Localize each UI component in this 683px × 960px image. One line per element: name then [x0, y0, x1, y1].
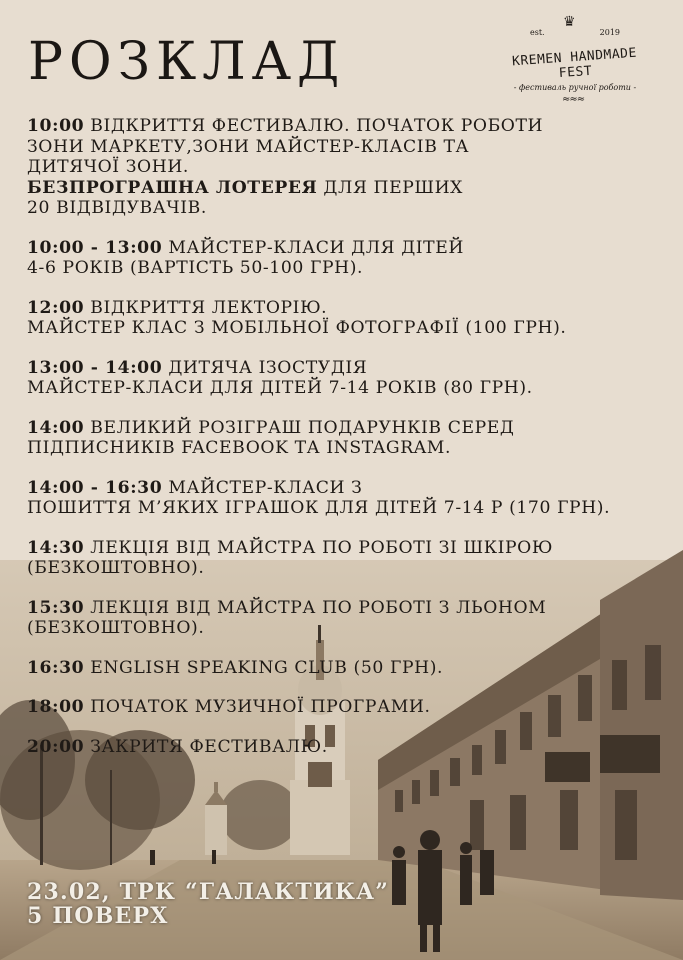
schedule-text: 4-6 РОКІВ (ВАРТІСТЬ 50-100 ГРН).	[27, 258, 364, 278]
schedule-text: МАЙСТЕР-КЛАСИ ДЛЯ ДІТЕЙ 7-14 РОКІВ (80 ГРН).	[27, 378, 533, 398]
logo-est: est.	[530, 28, 545, 37]
schedule-item	[27, 598, 667, 639]
schedule-time: 13:00 - 14:00	[27, 357, 163, 378]
schedule-item	[27, 238, 667, 279]
schedule-time: 16:30	[27, 657, 85, 678]
schedule-text: ДИТЯЧА ІЗОСТУДІЯ	[162, 357, 368, 378]
schedule-text: ЗАКРИТЯ ФЕСТИВАЛЮ.	[84, 736, 328, 757]
schedule-item	[27, 358, 667, 399]
schedule-item	[27, 418, 667, 459]
venue-info	[27, 880, 389, 928]
schedule-item	[27, 538, 667, 579]
schedule-item	[27, 697, 667, 718]
schedule-time: 14:30	[27, 537, 85, 558]
logo-subtitle: - фестиваль ручної роботи -	[513, 83, 637, 92]
schedule-time: 18:00	[27, 697, 85, 717]
crown-icon: ♛	[563, 14, 576, 30]
schedule-text: ЛЕКЦІЯ ВІД МАЙСТРА ПО РОБОТІ ЗІ ШКІРОЮ	[84, 537, 553, 558]
schedule-item	[27, 737, 667, 758]
schedule-time: 10:00	[27, 116, 85, 136]
schedule-text: ЗОНИ МАРКЕТУ,ЗОНИ МАЙСТЕР-КЛАСІВ ТА	[27, 136, 470, 157]
schedule-item	[27, 478, 667, 519]
schedule-text: 20 ВІДВІДУВАЧІВ.	[27, 198, 207, 218]
schedule-item	[27, 298, 667, 339]
festival-logo	[500, 14, 650, 105]
schedule-time: 14:00 - 16:30	[27, 477, 163, 498]
schedule-text: ДЛЯ ПЕРШИХ	[317, 177, 464, 198]
schedule-text: ВЕЛИКИЙ РОЗІГРАШ ПОДАРУНКІВ СЕРЕД	[84, 417, 515, 438]
logo-name: KREMEN HANDMADE FEST	[511, 45, 638, 82]
schedule-time: 20:00	[27, 736, 85, 757]
schedule-text: ЛЕКЦІЯ ВІД МАЙСТРА ПО РОБОТІ З ЛЬОНОМ	[84, 597, 547, 618]
lottery-label: БЕЗПРОГРАШНА ЛОТЕРЕЯ	[27, 177, 318, 198]
schedule-text: МАЙСТЕР-КЛАСИ З	[162, 477, 363, 498]
logo-year: 2019	[599, 28, 620, 37]
venue-date-location: 23.02, ТРК “ГАЛАКТИКА”	[27, 879, 390, 905]
schedule-text: ПОШИТТЯ М’ЯКИХ ІГРАШОК ДЛЯ ДІТЕЙ 7-14 Р (170 ГРН).	[27, 498, 611, 518]
schedule-text: ENGLISH SPEAKING CLUB (50 ГРН).	[84, 657, 444, 678]
schedule-text: МАЙСТЕР КЛАС З МОБІЛЬНОЇ ФОТОГРАФІЇ (100 ГРН).	[27, 318, 567, 338]
schedule-text: (БЕЗКОШТОВНО).	[27, 558, 205, 578]
schedule-list	[27, 116, 667, 776]
schedule-time: 10:00 - 13:00	[27, 237, 163, 258]
schedule-time: 15:30	[27, 597, 85, 618]
schedule-text: ПОЧАТОК МУЗИЧНОЇ ПРОГРАМИ.	[84, 697, 431, 717]
venue-floor: 5 ПОВЕРХ	[27, 903, 169, 929]
schedule-text: (БЕЗКОШТОВНО).	[27, 618, 205, 638]
poster-title: РОЗКЛАД	[28, 32, 346, 92]
schedule-text: ПІДПИСНИКІВ FACEBOOK ТА INSTAGRAM.	[27, 438, 452, 458]
schedule-item	[27, 658, 667, 679]
schedule-item	[27, 116, 667, 219]
wave-icon: ≈≈≈	[562, 94, 585, 105]
schedule-text: ДИТЯЧОЇ ЗОНИ.	[27, 157, 189, 177]
schedule-text: ВІДКРИТТЯ ЛЕКТОРІЮ.	[84, 297, 328, 318]
schedule-time: 12:00	[27, 297, 85, 318]
schedule-time: 14:00	[27, 417, 85, 438]
schedule-text: МАЙСТЕР-КЛАСИ ДЛЯ ДІТЕЙ	[162, 237, 464, 258]
schedule-text: ВІДКРИТТЯ ФЕСТИВАЛЮ. ПОЧАТОК РОБОТИ	[84, 116, 544, 136]
